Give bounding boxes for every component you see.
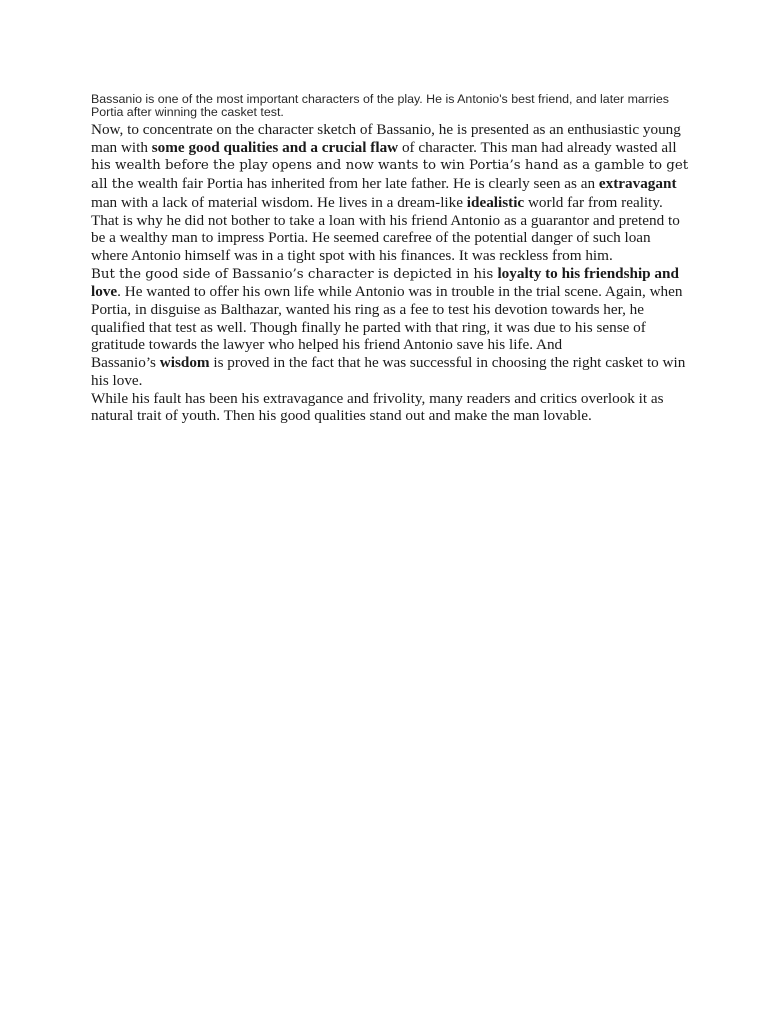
p1-text-6: world far from reality. That is why he did not bother to take a loan with his friend Antonio as a guarantor and pretend to be a wealthy man to impress Portia. He seemed carefree of the potential danger of such loan where Antonio himself was in a tight spot with his finances. It was reckless from him. [91,193,680,264]
p2-bold-loyalty: loyalty to his friendship and love [91,264,679,301]
p1-bold-extravagant: extravagant [598,175,677,193]
p1-bold-idealistic: idealistic [466,193,525,211]
p4-text-1: While his fault has been his extravagance and frivolity, many readers and critics overlook it as natural trait of youth. Then his good qualities stand out and make the man lovable. [91,389,664,425]
p2-text-1: But the good side of Bassanio’s character is depicted in his [91,266,498,282]
paragraph-good-side [91,265,691,355]
p1-text-2: of character. This man had already wasted all [398,138,677,156]
paragraph-conclusion [91,390,691,425]
p3-text-1: Bassanio’s [91,354,160,372]
p3-bold-wisdom: wisdom [159,354,210,372]
p1-bold-qualities-flaw: some good qualities and a crucial flaw [151,138,399,156]
p1-text-3: his wealth before the play opens and now wants to win Portia’s hand as a gamble to get all the [91,158,689,193]
paragraph-character-sketch [91,121,691,265]
p1-text-1: Now, to concentrate on the character sketch of Bassanio, he is presented as an enthusiastic young man with [91,121,681,156]
intro-paragraph: Bassanio is one of the most important characters of the play. He is Antonio's best friend, and later marries Portia after winning the casket test. [91,92,669,119]
p1-text-5: man with a lack of material wisdom. He lives in a dream-like [91,193,467,211]
p2-text-2: . He wanted to offer his own life while Antonio was in trouble in the trial scene. Again, when Portia, in disguise as Balthazar, wanted his ring as a fee to test his devotion towards her, he qualified that test as well. Though finally he parted with that ring, it was due to his sense of gratitude towards the lawyer who helped his friend Antonio save his life. And [91,283,683,354]
document-body [91,93,691,425]
p3-text-2: is proved in the fact that he was successful in choosing the right casket to win his love. [91,354,686,389]
p1-text-4: wealth fair Portia has inherited from her late father. He is clearly seen as an [133,175,599,193]
paragraph-wisdom [91,354,691,389]
